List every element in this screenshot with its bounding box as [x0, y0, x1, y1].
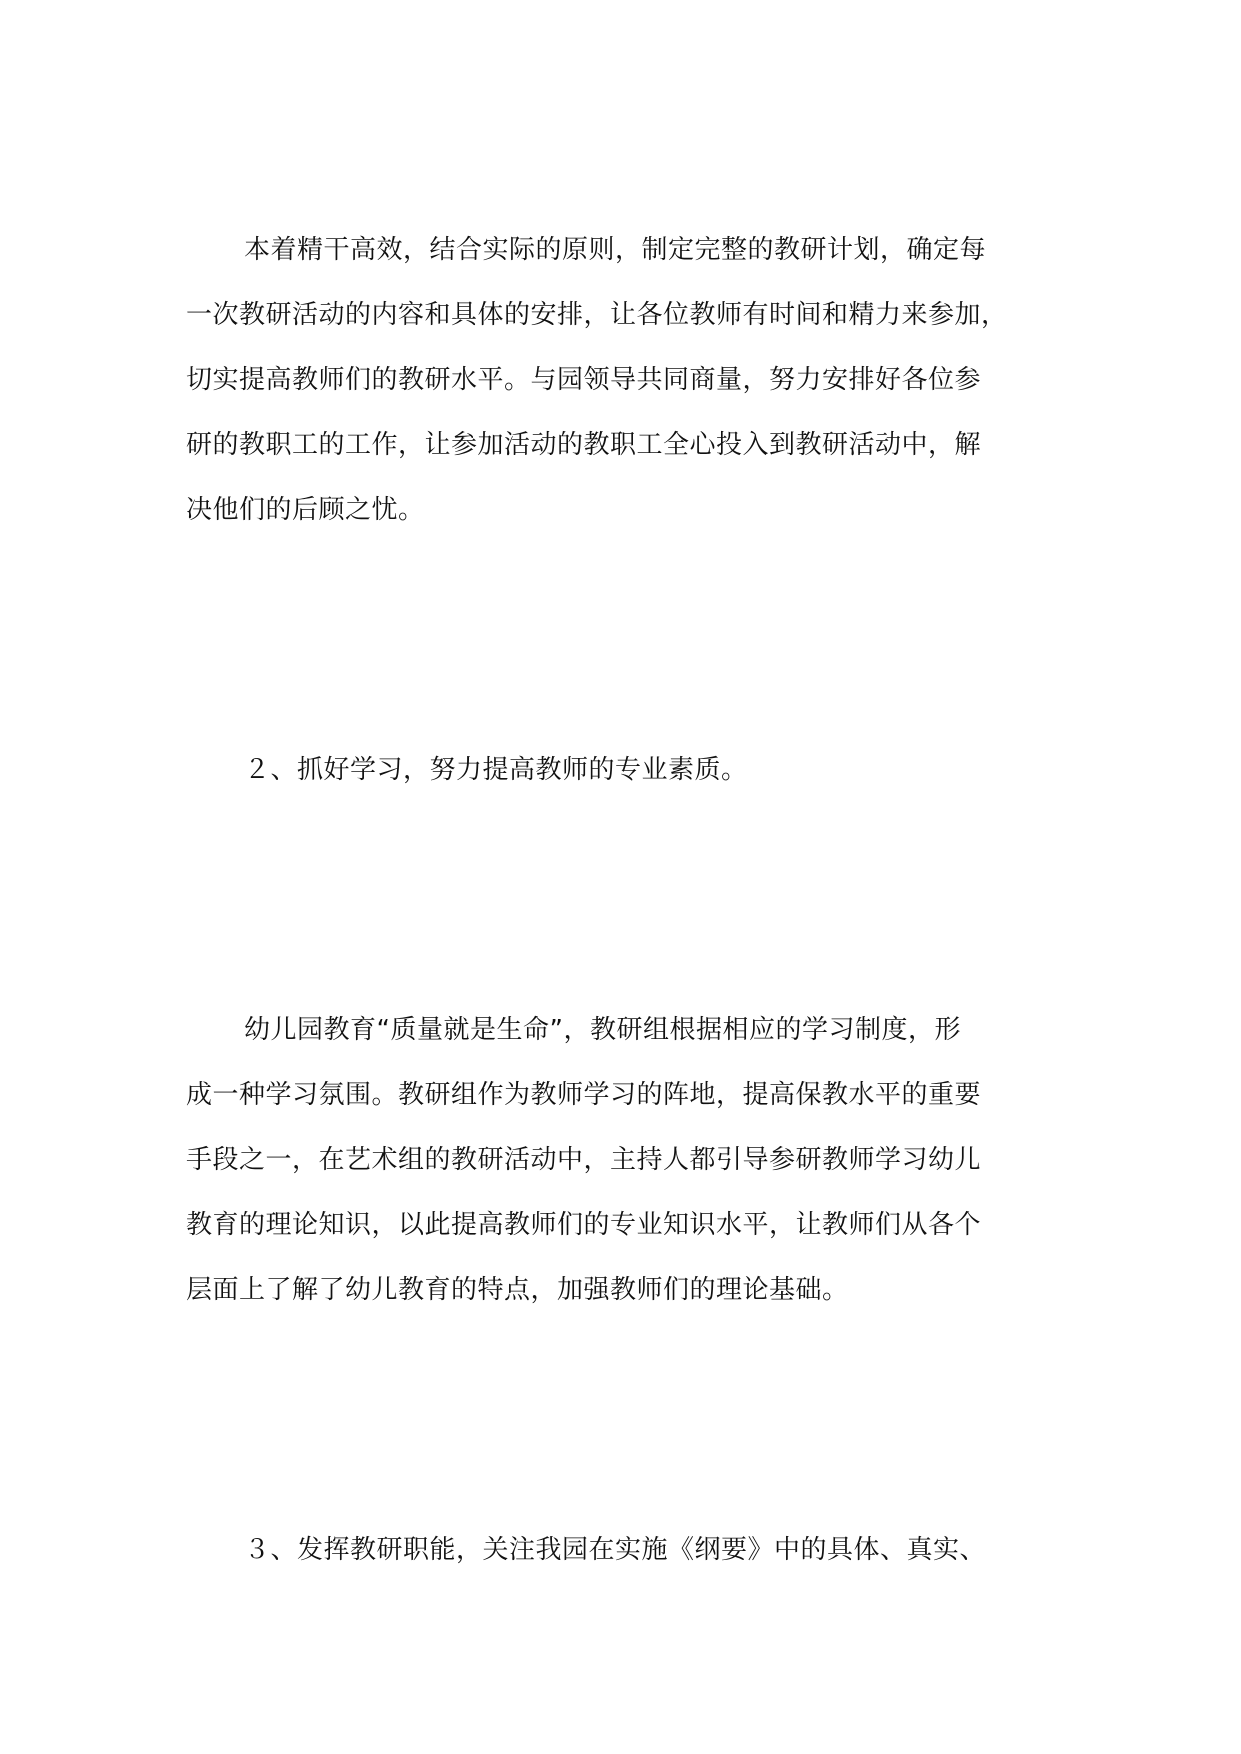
paragraph-2-line-4: 教育的理论知识，以此提高教师们的专业知识水平，让教师们从各个 — [186, 1210, 982, 1240]
paragraph-2-line-5: 层面上了解了幼儿教育的特点，加强教师们的理论基础。 — [186, 1275, 849, 1305]
section-heading-3: ３、发挥教研职能，关注我园在实施《纲要》中的具体、真实、 — [244, 1535, 987, 1565]
paragraph-2-line-1: 幼儿园教育“质量就是生命”，教研组根据相应的学习制度，形 — [244, 1015, 961, 1045]
paragraph-1-line-3: 切实提高教师们的教研水平。与园领导共同商量，努力安排好各位参 — [186, 365, 982, 395]
paragraph-1-line-5: 决他们的后顾之忧。 — [186, 495, 425, 525]
section-heading-2: ２、抓好学习，努力提高教师的专业素质。 — [244, 755, 748, 785]
paragraph-1-line-2: 一次教研活动的内容和具体的安排，让各位教师有时间和精力来参加， — [186, 300, 1008, 330]
paragraph-1-line-4: 研的教职工的工作，让参加活动的教职工全心投入到教研活动中，解 — [186, 430, 982, 460]
paragraph-1-line-1: 本着精干高效，结合实际的原则，制定完整的教研计划，确定每 — [244, 235, 987, 265]
paragraph-2-line-2: 成一种学习氛围。教研组作为教师学习的阵地，提高保教水平的重要 — [186, 1080, 982, 1110]
paragraph-2-line-3: 手段之一，在艺术组的教研活动中，主持人都引导参研教师学习幼儿 — [186, 1145, 982, 1175]
